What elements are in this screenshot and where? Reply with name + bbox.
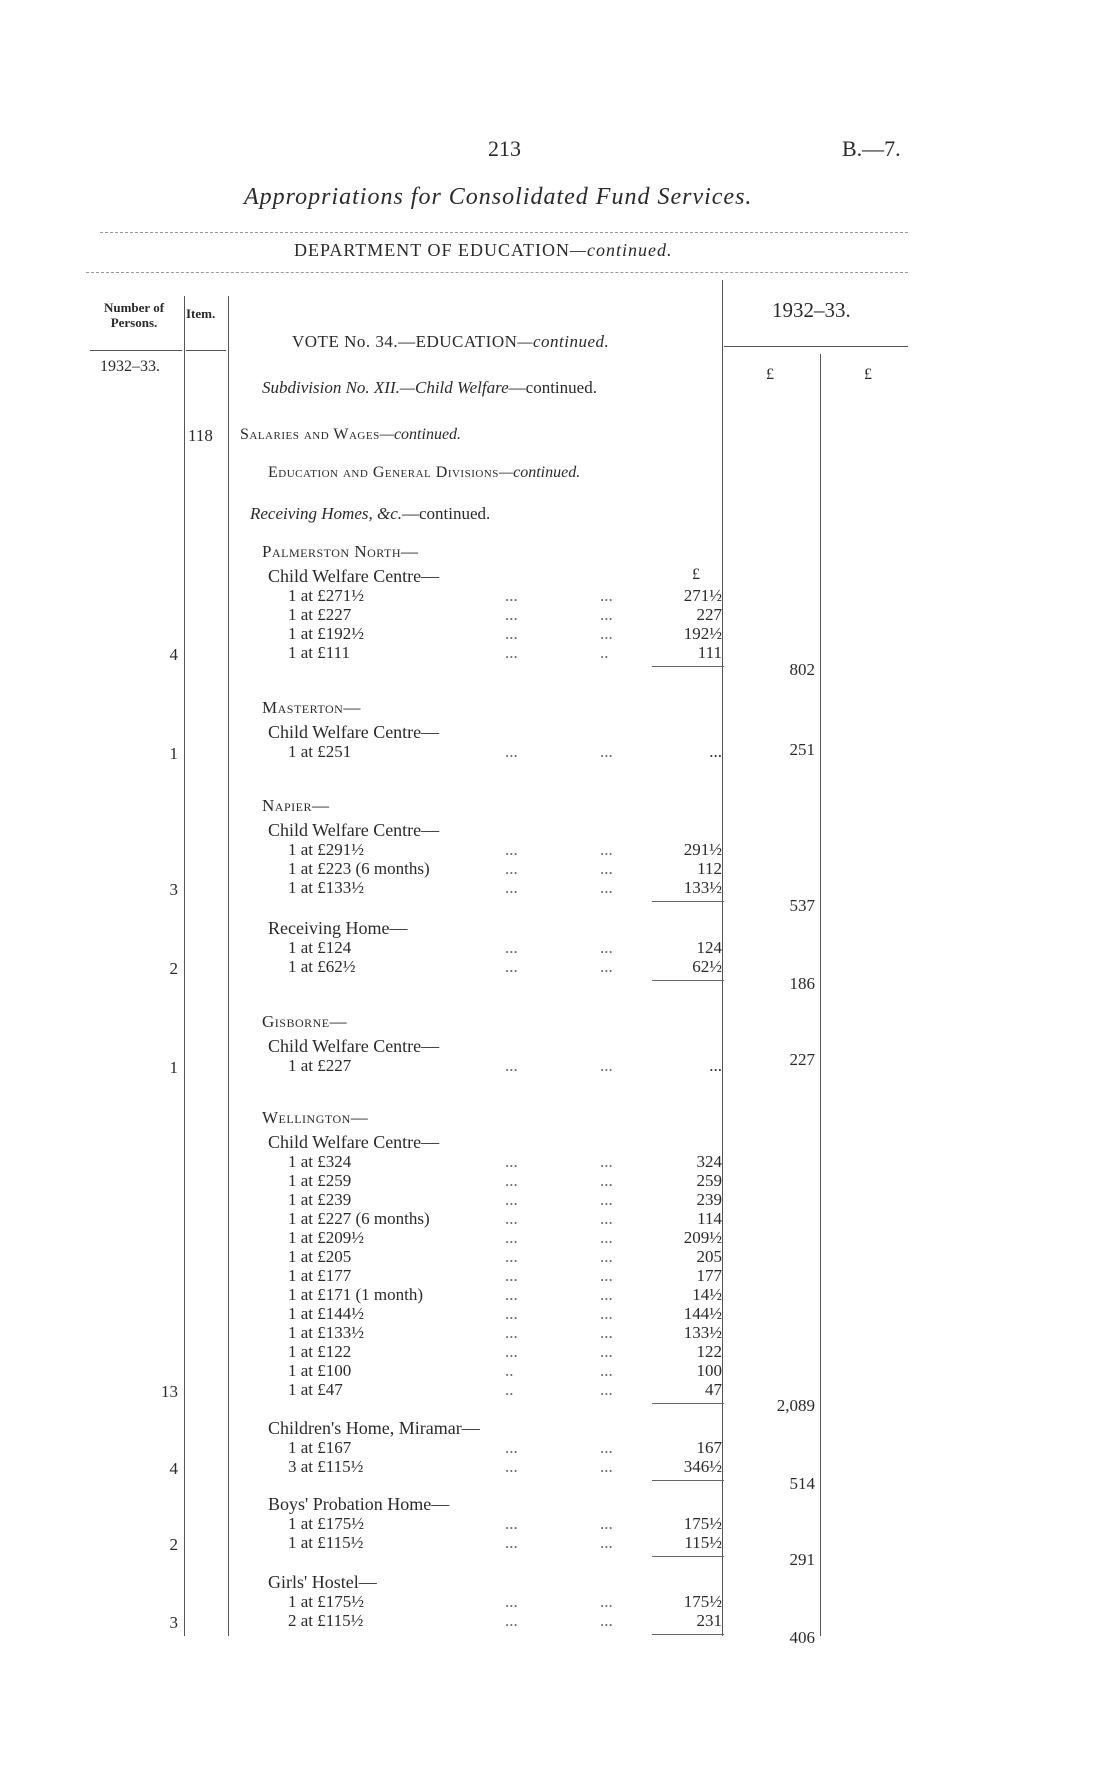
dot-leader: ... [505, 957, 518, 976]
subdivision-text: Subdivision No. XII.—Child Welfare [262, 378, 509, 397]
vote-title [292, 332, 609, 352]
list-item [0, 1171, 722, 1191]
dot-leader: ... [600, 1152, 613, 1171]
amount-value: 271½ [683, 586, 722, 605]
dot-leader: ... [505, 624, 518, 643]
dot-leader: ... [505, 1457, 518, 1476]
vote-title-suffix: —continued. [517, 332, 610, 351]
amount-value: 14½ [692, 1285, 722, 1304]
rate-label: 1 at £124 [288, 938, 352, 957]
list-item [0, 624, 722, 644]
year-right-rule [724, 346, 908, 347]
rate-label: 1 at £227 (6 months) [288, 1209, 430, 1228]
pound-symbol-col1: £ [766, 366, 774, 383]
dot-leader: .. [600, 643, 609, 662]
total-column-rule [820, 354, 821, 1636]
subtotal-rule [652, 1480, 724, 1481]
dot-leader: ... [600, 624, 613, 643]
persons-count: 3 [169, 1613, 178, 1632]
rate-label: 1 at £227 [288, 605, 352, 624]
masterton-heading: Masterton— [262, 698, 361, 717]
dot-leader: ... [600, 840, 613, 859]
dot-leader: ... [600, 1438, 613, 1457]
list-item [0, 1514, 722, 1534]
dot-leader: ... [505, 1533, 518, 1552]
list-item [0, 1056, 722, 1076]
dot-leader: ... [600, 1380, 613, 1399]
section-total: 537 [789, 896, 815, 915]
amount-value: 324 [696, 1152, 722, 1171]
subtotal-rule [652, 1403, 724, 1404]
rate-label: 1 at £251 [288, 742, 352, 761]
dot-leader: ... [505, 1304, 518, 1323]
list-item [0, 1152, 722, 1172]
dot-leader: ... [600, 1457, 613, 1476]
persons-count: 4 [169, 645, 178, 664]
list-item [0, 586, 722, 606]
rate-label: 1 at £239 [288, 1190, 352, 1209]
persons-count: 4 [169, 1459, 178, 1478]
list-item [0, 1380, 722, 1400]
list-item [0, 957, 722, 977]
dot-leader: ... [505, 586, 518, 605]
persons-count: 1 [169, 744, 178, 763]
dot-leader: ... [600, 878, 613, 897]
salaries-suffix: —continued. [379, 426, 462, 443]
persons-count: 3 [169, 880, 178, 899]
dot-leader: ... [505, 605, 518, 624]
dot-leader: ... [505, 1514, 518, 1533]
list-item [0, 1611, 722, 1631]
persons-header-rule [90, 350, 182, 351]
list-item [0, 1592, 722, 1612]
amount-value: 114 [697, 1209, 722, 1228]
rate-label: 1 at £291½ [288, 840, 365, 859]
salaries-text: Salaries and Wages [240, 426, 380, 443]
dot-leader: ... [600, 1533, 613, 1552]
rate-label: 1 at £122 [288, 1342, 352, 1361]
list-item [0, 1209, 722, 1229]
section-total: 406 [789, 1628, 815, 1647]
dot-leader: ... [505, 938, 518, 957]
receiving-homes-text: Receiving Homes, &c. [250, 504, 402, 523]
department-suffix: —continued. [569, 240, 673, 260]
rate-label: 1 at £144½ [288, 1304, 365, 1323]
rate-label: 1 at £133½ [288, 1323, 365, 1342]
list-item [0, 1247, 722, 1267]
amount-value: ... [709, 742, 722, 761]
rate-label: 1 at £259 [288, 1171, 352, 1190]
item-number: 118 [188, 426, 213, 445]
salaries-heading [240, 426, 461, 444]
amount-value: 209½ [683, 1228, 722, 1247]
dot-leader: .. [505, 1380, 514, 1399]
pound-symbol-detail: £ [692, 566, 700, 583]
amount-value: 122 [696, 1342, 722, 1361]
list-item [0, 1457, 722, 1477]
rate-label: 1 at £205 [288, 1247, 352, 1266]
subtotal-rule [652, 1634, 724, 1635]
divisions-suffix: —continued. [498, 464, 581, 481]
list-item [0, 1342, 722, 1362]
dot-leader: ... [600, 1056, 613, 1075]
page-number: 213 [488, 136, 521, 161]
dot-leader: ... [505, 1190, 518, 1209]
rate-label: 1 at £223 (6 months) [288, 859, 430, 878]
miramar-home-group: Children's Home, Miramar— [268, 1418, 480, 1438]
dot-leader: ... [505, 1152, 518, 1171]
rate-label: 1 at £175½ [288, 1592, 365, 1611]
item-header: Item. [186, 306, 216, 321]
amount-value: 175½ [683, 1514, 722, 1533]
amount-value: 231 [696, 1611, 722, 1630]
dot-leader: ... [505, 643, 518, 662]
amount-value: 291½ [683, 840, 722, 859]
department-heading [294, 240, 672, 261]
dot-leader: ... [505, 1342, 518, 1361]
dot-leader: ... [600, 1514, 613, 1533]
rate-label: 1 at £209½ [288, 1228, 365, 1247]
amount-value: 47 [705, 1380, 722, 1399]
rate-label: 1 at £271½ [288, 586, 365, 605]
dot-leader: ... [600, 1228, 613, 1247]
list-item [0, 1285, 722, 1305]
dot-leader: ... [505, 1611, 518, 1630]
amount-value: 133½ [683, 878, 722, 897]
dot-leader: ... [600, 586, 613, 605]
vote-title-text: VOTE No. 34.—EDUCATION [292, 332, 518, 351]
list-item [0, 1304, 722, 1324]
rate-label: 1 at £177 [288, 1266, 352, 1285]
napier-heading: Napier— [262, 796, 330, 815]
wellington-heading: Wellington— [262, 1108, 369, 1127]
amount-value: 111 [697, 643, 722, 662]
rate-label: 1 at £100 [288, 1361, 352, 1380]
dot-leader: ... [600, 957, 613, 976]
receiving-homes-suffix: —continued. [402, 504, 491, 523]
persons-count: 2 [169, 1535, 178, 1554]
amount-value: 227 [696, 605, 722, 624]
amount-value: 144½ [683, 1304, 722, 1323]
rate-label: 1 at £227 [288, 1056, 352, 1075]
dot-leader: ... [600, 1323, 613, 1342]
wellington-group: Child Welfare Centre— [268, 1132, 440, 1152]
section-total: 802 [789, 660, 815, 679]
list-item [0, 1438, 722, 1458]
napier-receiving-home-group: Receiving Home— [268, 918, 408, 938]
list-item [0, 1190, 722, 1210]
list-item [0, 938, 722, 958]
dot-leader: ... [600, 938, 613, 957]
department-name: DEPARTMENT OF EDUCATION [294, 240, 570, 260]
dot-leader: ... [505, 1228, 518, 1247]
gisborne-heading: Gisborne— [262, 1012, 348, 1031]
dot-leader: ... [505, 1171, 518, 1190]
dot-leader: ... [600, 1361, 613, 1380]
dot-leader: ... [505, 878, 518, 897]
dot-leader: ... [505, 1247, 518, 1266]
amount-value: 167 [696, 1438, 722, 1457]
section-total: 514 [789, 1474, 815, 1493]
dot-leader: ... [505, 1056, 518, 1075]
list-item [0, 643, 722, 663]
list-item [0, 1533, 722, 1553]
dot-leader: ... [600, 1611, 613, 1630]
year-right: 1932–33. [772, 298, 851, 322]
persons-count: 1 [169, 1058, 178, 1077]
dot-leader: ... [600, 742, 613, 761]
masterton-group: Child Welfare Centre— [268, 722, 440, 742]
amount-value: 192½ [683, 624, 722, 643]
rate-label: 1 at £324 [288, 1152, 352, 1171]
section-total: 291 [789, 1550, 815, 1569]
amount-value: 177 [696, 1266, 722, 1285]
dot-leader: ... [600, 1209, 613, 1228]
amount-value: 112 [697, 859, 722, 878]
amount-value: 124 [696, 938, 722, 957]
section-total: 251 [789, 740, 815, 759]
rate-label: 1 at £62½ [288, 957, 356, 976]
napier-group: Child Welfare Centre— [268, 820, 440, 840]
subdivision-suffix: —continued. [508, 378, 597, 397]
subtotal-rule [652, 1556, 724, 1557]
section-total: 227 [789, 1050, 815, 1069]
dot-leader: ... [505, 1438, 518, 1457]
rate-label: 2 at £115½ [288, 1611, 364, 1630]
dot-leader: ... [505, 1266, 518, 1285]
dot-leader: ... [505, 1592, 518, 1611]
list-item [0, 1323, 722, 1343]
department-rule [86, 272, 908, 273]
amount-value: 259 [696, 1171, 722, 1190]
amount-value: 239 [696, 1190, 722, 1209]
amount-value: 346½ [683, 1457, 722, 1476]
rate-label: 1 at £133½ [288, 878, 365, 897]
section-total: 186 [789, 974, 815, 993]
amount-value: 133½ [683, 1323, 722, 1342]
rate-label: 1 at £47 [288, 1380, 343, 1399]
palmerston-group: Child Welfare Centre— [268, 566, 440, 586]
dot-leader: ... [600, 1285, 613, 1304]
rate-label: 1 at £111 [288, 643, 351, 662]
document-reference: B.—7. [842, 136, 901, 161]
dot-leader: ... [505, 859, 518, 878]
rate-label: 3 at £115½ [288, 1457, 364, 1476]
dot-leader: ... [505, 1323, 518, 1342]
item-header-rule [186, 350, 226, 351]
dot-leader: ... [600, 605, 613, 624]
amount-value: 175½ [683, 1592, 722, 1611]
dot-leader: ... [600, 1342, 613, 1361]
palmerston-north-heading: Palmerston North— [262, 542, 419, 561]
list-item [0, 1228, 722, 1248]
receiving-homes-heading [250, 504, 490, 524]
pound-symbol-col2: £ [864, 366, 872, 383]
section-total: 2,089 [776, 1396, 815, 1415]
dot-leader: ... [600, 1190, 613, 1209]
subdivision-heading [262, 378, 597, 398]
amount-value: ... [709, 1056, 722, 1075]
dot-leader: ... [600, 1592, 613, 1611]
list-item [0, 1266, 722, 1286]
persons-count: 2 [169, 959, 178, 978]
list-item [0, 1361, 722, 1381]
list-item [0, 840, 722, 860]
dot-leader: ... [600, 1171, 613, 1190]
divisions-heading [268, 464, 580, 482]
year-left: 1932–33. [100, 358, 160, 375]
list-item [0, 742, 722, 762]
amount-value: 62½ [692, 957, 722, 976]
rate-label: 1 at £167 [288, 1438, 352, 1457]
dot-leader: ... [600, 1247, 613, 1266]
dot-leader: ... [600, 1266, 613, 1285]
dot-leader: ... [505, 1209, 518, 1228]
dot-leader: ... [600, 859, 613, 878]
dot-leader: ... [505, 1285, 518, 1304]
rate-label: 1 at £192½ [288, 624, 365, 643]
rate-label: 1 at £171 (1 month) [288, 1285, 424, 1304]
detail-column-rule [722, 280, 723, 1636]
dot-leader: ... [505, 840, 518, 859]
list-item [0, 605, 722, 625]
amount-value: 205 [696, 1247, 722, 1266]
rate-label: 1 at £175½ [288, 1514, 365, 1533]
amount-value: 100 [696, 1361, 722, 1380]
amount-value: 115½ [684, 1533, 722, 1552]
subtotal-rule [652, 666, 724, 667]
title-rule [100, 232, 908, 233]
dot-leader: .. [505, 1361, 514, 1380]
persons-count: 13 [161, 1382, 178, 1401]
dot-leader: ... [505, 742, 518, 761]
gisborne-group: Child Welfare Centre— [268, 1036, 440, 1056]
page-title: Appropriations for Consolidated Fund Services. [244, 184, 753, 210]
rate-label: 1 at £115½ [288, 1533, 364, 1552]
subtotal-rule [652, 901, 724, 902]
boys-probation-home-group: Boys' Probation Home— [268, 1494, 450, 1514]
list-item [0, 878, 722, 898]
girls-hostel-group: Girls' Hostel— [268, 1572, 377, 1592]
dot-leader: ... [600, 1304, 613, 1323]
divisions-text: Education and General Divisions [268, 464, 499, 481]
list-item [0, 859, 722, 879]
number-of-persons-header: Number of Persons. [103, 300, 165, 330]
subtotal-rule [652, 980, 724, 981]
